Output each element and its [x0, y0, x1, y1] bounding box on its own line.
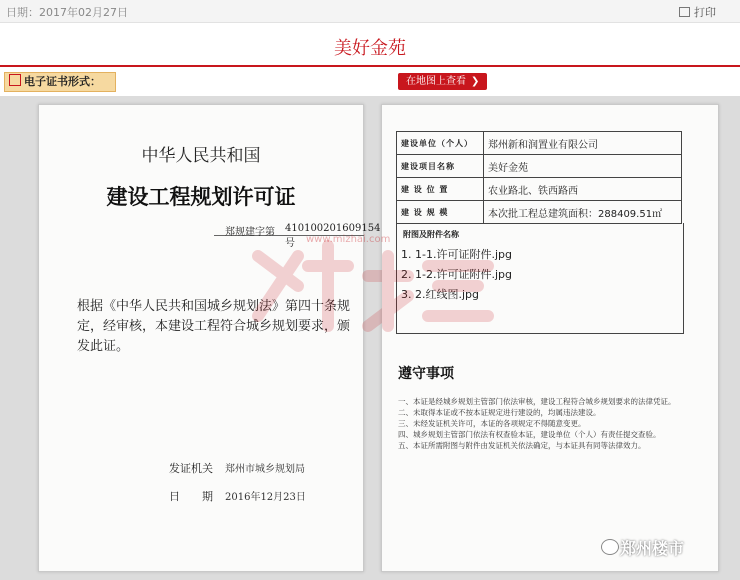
country-heading: 中华人民共和国: [141, 146, 261, 166]
certificate-left-page: [38, 104, 381, 572]
row-label: 建设单位（个人）: [397, 132, 484, 155]
row-label: 建 设 规 模: [397, 201, 484, 224]
attachment-link[interactable]: 3. 2.红线图.jpg: [401, 288, 480, 301]
permit-body-text: 根据《中华人民共和国城乡规划法》第四十条规定，经审核，本建设工程符合城乡规划要求，颁发此证。: [77, 299, 351, 354]
watermark-url: www.mizhai.com: [306, 234, 391, 245]
attachment-link[interactable]: 2. 1-2.许可证附件.jpg: [401, 268, 512, 281]
row-value: 郑州新和润置业有限公司: [484, 132, 682, 155]
rules-list: [398, 397, 704, 452]
certificate-scan: [0, 96, 740, 580]
print-label: 打印: [694, 6, 716, 19]
page-title: 美好金苑: [334, 38, 406, 59]
row-label: 建 设 位 置: [397, 178, 484, 201]
issue-date-value: 2016年12月23日: [225, 492, 306, 503]
chevron-right-icon: ❯: [471, 76, 480, 87]
wechat-icon: [601, 539, 619, 555]
attachments-list: [401, 245, 512, 305]
table-row: [397, 155, 682, 178]
permit-title: 建设工程规划许可证: [106, 184, 296, 209]
row-value: 本次批工程总建筑面积：288409.51㎡: [484, 201, 682, 224]
table-row: [397, 132, 682, 155]
rule-item: 四、城乡规划主管部门依法有权查验本证，建设单位（个人）有责任提交查验。: [398, 430, 661, 439]
view-on-map-label: 在地图上查看: [406, 76, 466, 87]
title-divider: [0, 65, 740, 67]
certificate-right-page: [381, 104, 719, 572]
rule-item: 五、本证所需附图与附件由发证机关依法确定，与本证具有同等法律效力。: [398, 441, 646, 450]
row-label: 建设项目名称: [397, 155, 484, 178]
brand-watermark: 郑州楼市: [620, 539, 685, 558]
table-row: [397, 201, 682, 224]
cert-label-text: 电子证书形式：: [24, 75, 101, 88]
table-row: [397, 178, 682, 201]
rule-item: 二、未取得本证或不按本证规定进行建设的，均属违法建设。: [398, 408, 601, 417]
attachments-box: [396, 223, 684, 334]
rules-title: 遵守事项: [398, 366, 454, 382]
row-value: 农业路北、铁西路西: [484, 178, 682, 201]
issue-date-label: 日 期: [169, 490, 213, 503]
rule-item: 一、本证是经城乡规划主管部门依法审核，建设工程符合城乡规划要求的法律凭证。: [398, 397, 676, 406]
view-on-map-button[interactable]: [398, 73, 487, 90]
issuer-value: 郑州市城乡规划局: [225, 464, 305, 475]
row-value: 美好金苑: [484, 155, 682, 178]
cert-label: [4, 72, 116, 92]
attachments-title: 附图及附件名称: [403, 230, 459, 239]
printer-icon: [679, 7, 690, 17]
rule-item: 三、未经发证机关许可，本证的各项规定不得随意变更。: [398, 419, 586, 428]
certificate-icon: [9, 74, 21, 86]
print-button[interactable]: [679, 4, 716, 20]
issuer-label: 发证机关: [169, 462, 213, 475]
attachment-link[interactable]: 1. 1-1.许可证附件.jpg: [401, 248, 512, 261]
top-bar: [0, 0, 740, 23]
permit-number-value: 410100201609154号: [285, 223, 381, 249]
date-text: 日期：2017年02月27日: [6, 6, 128, 19]
project-info-table: [396, 131, 682, 224]
permit-number-label: 郑规建字第: [225, 227, 275, 238]
